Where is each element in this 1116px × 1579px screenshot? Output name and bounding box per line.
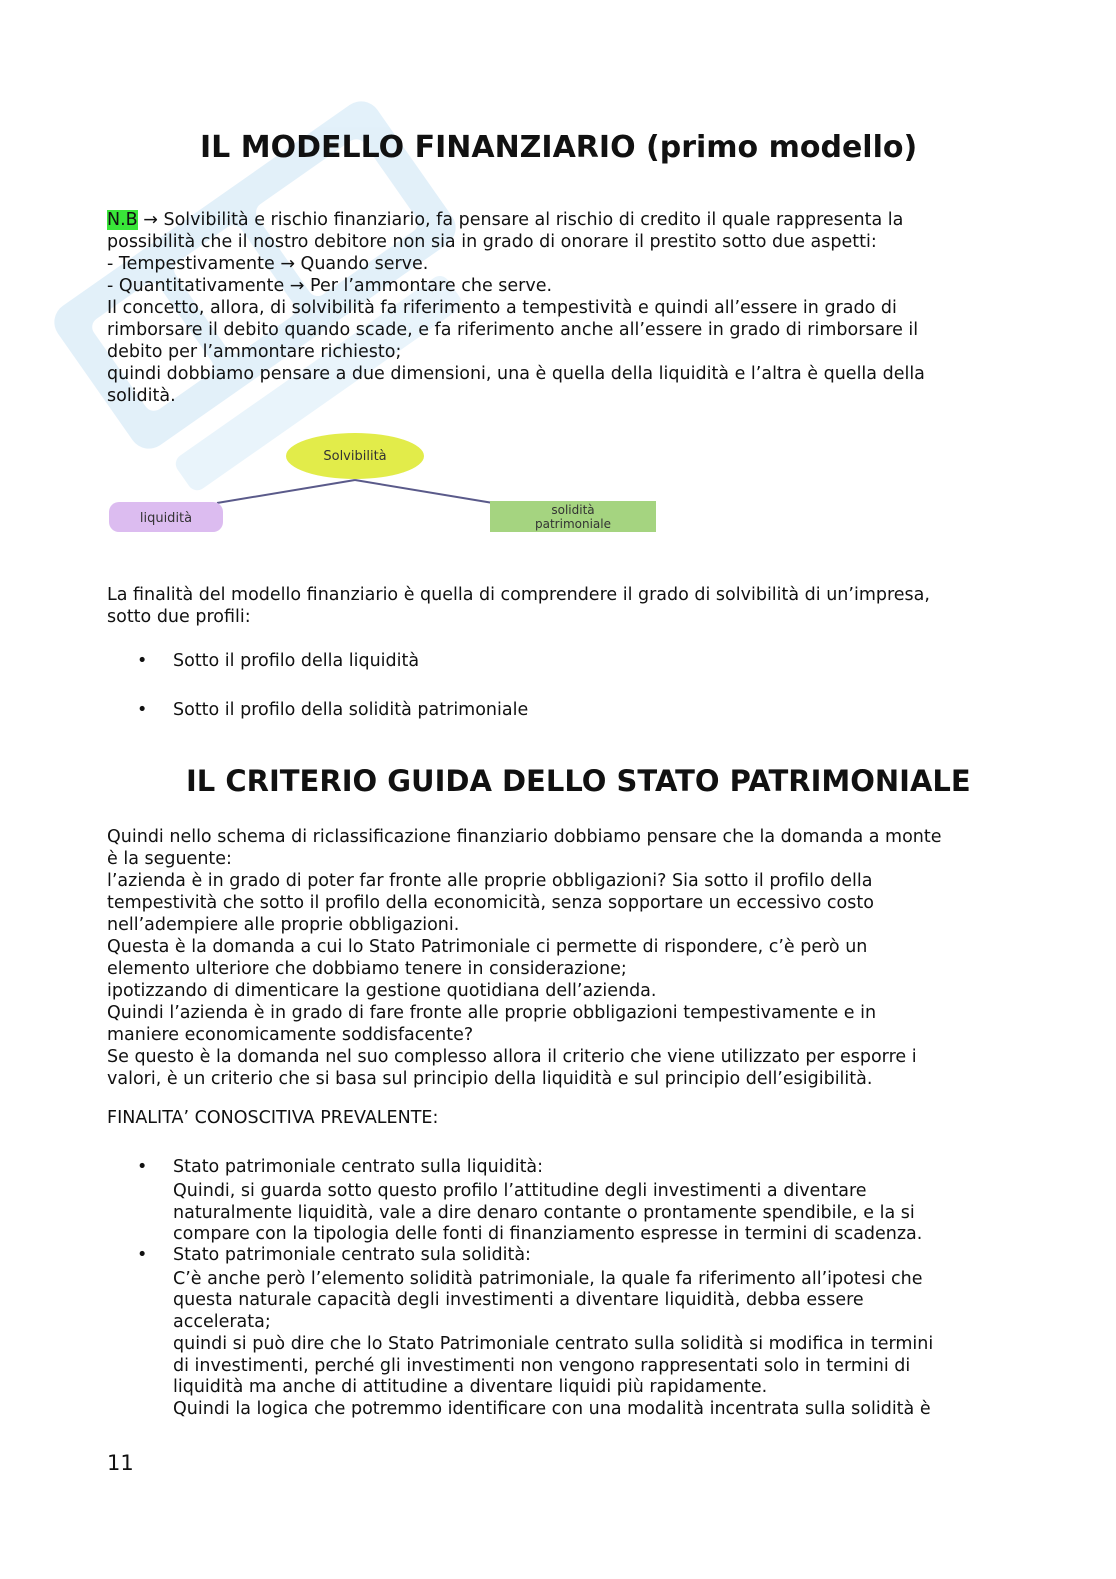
intro-line-9: solidità. xyxy=(107,386,176,406)
criterio-line: nell’adempiere alle proprie obbligazioni. xyxy=(107,915,460,935)
finalita-conoscitiva-label: FINALITA’ CONOSCITIVA PREVALENTE: xyxy=(107,1108,439,1128)
node-solidita-label-1: solidità xyxy=(551,503,595,517)
connector-line-left xyxy=(217,480,355,503)
intro-line-5: Il concetto, allora, di solvibilità fa riferimento a tempestività e quindi all’essere in grado di xyxy=(107,298,897,318)
criterio-line: Quindi l’azienda è in grado di fare fronte alle proprie obbligazioni tempestivamente e in xyxy=(107,1003,877,1023)
criterio-line: Questa è la domanda a cui lo Stato Patrimoniale ci permette di rispondere, c’è però un xyxy=(107,937,868,957)
finalita-line-1: La finalità del modello finanziario è quella di comprendere il grado di solvibilità di un’impresa, xyxy=(107,585,930,605)
criterio-line: Se questo è la domanda nel suo complesso allora il criterio che viene utilizzato per esporre i xyxy=(107,1047,917,1067)
criterio-line: ipotizzando di dimenticare la gestione quotidiana dell’azienda. xyxy=(107,981,657,1001)
nb-highlight: N.B xyxy=(107,210,138,230)
criterio-line: maniere economicamente soddisfacente? xyxy=(107,1025,474,1045)
criterio-line: elemento ulteriore che dobbiamo tenere in considerazione; xyxy=(107,959,627,979)
section-title-modello-finanziario: IL MODELLO FINANZIARIO (primo modello) xyxy=(200,130,918,165)
bullet-icon: • xyxy=(137,651,148,671)
bullet-icon: • xyxy=(137,1157,148,1177)
intro-line-4: - Quantitativamente → Per l’ammontare che serve. xyxy=(107,276,553,296)
intro-line-6: rimborsare il debito quando scade, e fa riferimento anche all’essere in grado di rimborsare il xyxy=(107,320,919,340)
finalita-paragraph xyxy=(107,584,1002,628)
node-liquidita-label: liquidità xyxy=(139,511,193,526)
solvibilita-diagram xyxy=(107,428,667,558)
intro-paragraph xyxy=(107,209,1002,407)
intro-line-1: N.B → Solvibilità e rischio finanziario, fa pensare al rischio di credito il quale rappresenta la xyxy=(107,210,904,230)
section-title-criterio-guida: IL CRITERIO GUIDA DELLO STATO PATRIMONIALE xyxy=(186,764,971,798)
criterio-line: l’azienda è in grado di poter far fronte alle proprie obbligazioni? Sia sotto il profilo della xyxy=(107,871,873,891)
node-solidita-label-2: patrimoniale xyxy=(535,517,611,531)
intro-line-2: possibilità che il nostro debitore non sia in grado di onorare il prestito sotto due aspetti: xyxy=(107,232,877,252)
arrow-icon: → xyxy=(280,254,295,274)
criterio-paragraph xyxy=(107,826,1002,1090)
intro-line-8: quindi dobbiamo pensare a due dimensioni, una è quella della liquidità e l’altra è quella della xyxy=(107,364,925,384)
intro-line-7: debito per l’ammontare richiesto; xyxy=(107,342,402,362)
node-solvibilita-label: Solvibilità xyxy=(323,449,387,464)
criterio-line: tempestività che sotto il profilo della economicità, senza sopportare un eccessivo costo xyxy=(107,893,874,913)
intro-line-3: - Tempestivamente → Quando serve. xyxy=(107,254,429,274)
bullet-icon: • xyxy=(137,1245,148,1265)
criterio-line: valori, è un criterio che si basa sul principio della liquidità e sul principio dell’esigibilità. xyxy=(107,1069,873,1089)
bullet-icon: • xyxy=(137,700,148,720)
finalita-line-2: sotto due profili: xyxy=(107,607,251,627)
criterio-line: Quindi nello schema di riclassificazione finanziario dobbiamo pensare che la domanda a monte xyxy=(107,827,942,847)
connector-line-right xyxy=(355,480,493,503)
criterio-line: è la seguente: xyxy=(107,849,232,869)
page-number: 11 xyxy=(107,1451,134,1475)
arrow-icon: → xyxy=(143,210,158,230)
arrow-icon: → xyxy=(289,276,305,296)
